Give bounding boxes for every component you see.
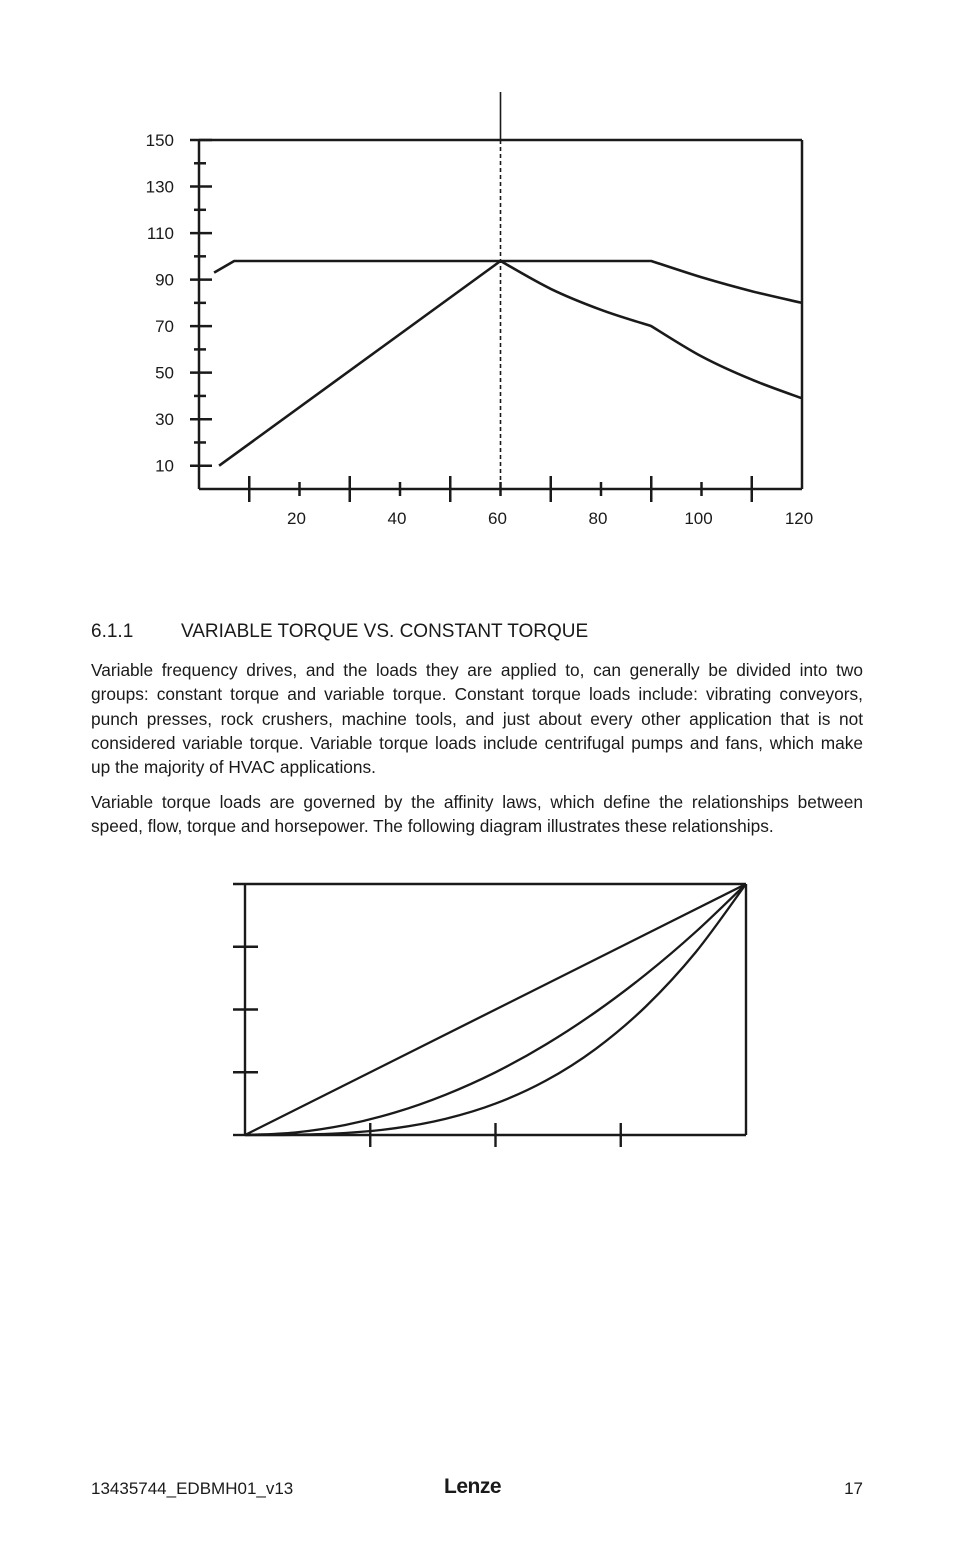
section-title: VARIABLE TORQUE VS. CONSTANT TORQUE — [181, 621, 589, 642]
section-number: 6.1.1 — [91, 621, 134, 642]
x-tick-label: 100 — [684, 509, 713, 528]
y-tick-label: 110 — [146, 224, 174, 244]
y-tick-label: 50 — [155, 363, 174, 383]
x-tick-label: 20 — [287, 509, 306, 528]
affinity-laws-chart — [0, 860, 954, 1240]
y-tick-label: 150 — [145, 131, 174, 150]
y-tick-label: 130 — [145, 177, 174, 197]
paragraph-loads: Variable frequency drives, and the loads they are applied to, can generally be divided into two groups: constant torque and variable torque. Constant torque loads include: vibrating conveyors, punch presses, rock crushers, machine tools, and just about every other application that is not considered variable torque. Variable torque loads include centrifugal pumps and fans, which make up the majority of HVAC applications. — [91, 660, 863, 778]
y-tick-label: 30 — [155, 410, 174, 430]
x-tick-label: 120 — [784, 509, 814, 528]
y-tick-label: 10 — [155, 456, 174, 476]
x-tick-label: 80 — [588, 509, 608, 528]
torque-frequency-chart — [0, 0, 954, 610]
series-line-2 — [219, 261, 500, 466]
y-tick-label: 70 — [155, 317, 174, 337]
series-line-3 — [501, 261, 803, 398]
lenze-logo: Lenze — [444, 1475, 502, 1498]
footer-doc-id: 13435744_EDBMH01_v13 — [91, 1479, 294, 1498]
series-line-1 — [214, 261, 802, 303]
page-number: 17 — [844, 1479, 863, 1498]
section-heading — [91, 620, 871, 644]
x-tick-label: 40 — [387, 509, 407, 528]
series-line-1 — [245, 884, 746, 1135]
x-tick-label: 60 — [488, 509, 507, 528]
paragraph-affinity-laws: Variable torque loads are governed by the affinity laws, which define the relationships between speed, flow, torque and horsepower. The following diagram illustrates these relationships. — [91, 792, 863, 837]
y-tick-label: 90 — [155, 270, 174, 290]
